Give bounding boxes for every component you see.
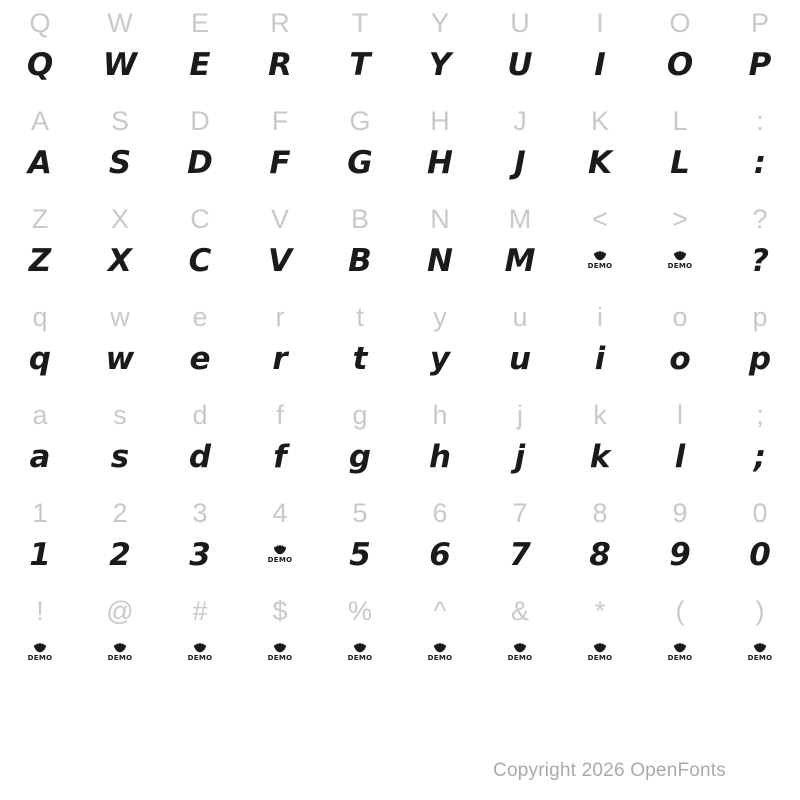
glyph-cell [80,490,160,588]
glyph-cell [480,294,560,392]
sprout-icon [507,643,533,667]
reference-glyph: J [513,106,527,136]
glyph-cell [320,196,400,294]
reference-glyph: 9 [672,498,688,528]
glyph-cell [160,392,240,490]
specimen-glyph: M [504,243,536,279]
specimen-glyph: 5 [349,537,371,573]
glyph-cell [400,588,480,686]
glyph-cell [0,490,80,588]
glyph-cell [640,196,720,294]
reference-glyph: q [32,302,48,332]
reference-glyph: y [433,302,447,332]
specimen-glyph: 9 [669,537,691,573]
demo-watermark-icon [640,236,720,286]
sprout-icon [747,643,773,667]
glyph-cell [320,490,400,588]
specimen-glyph: G [347,145,373,181]
reference-glyph: R [270,8,290,38]
specimen-glyph: Z [28,243,52,279]
reference-glyph: ! [36,596,44,626]
demo-watermark-icon [160,628,240,678]
glyph-cell [320,294,400,392]
specimen-glyph: i [594,341,606,377]
reference-glyph: w [110,302,130,332]
glyph-cell [400,490,480,588]
glyph-cell [560,0,640,98]
glyph-cell [0,294,80,392]
specimen-glyph: F [269,145,291,181]
sprout-icon [27,643,53,667]
reference-glyph: a [32,400,48,430]
reference-glyph: f [276,400,284,430]
glyph-cell [560,196,640,294]
specimen-glyph: J [514,145,526,181]
glyph-cell [160,0,240,98]
specimen-glyph: U [507,47,533,83]
glyph-cell [480,392,560,490]
glyph-cell [0,98,80,196]
glyph-cell [400,294,480,392]
specimen-glyph: j [514,439,526,475]
reference-glyph: ) [755,596,765,626]
specimen-glyph: Y [428,47,452,83]
reference-glyph: 0 [752,498,768,528]
demo-label: DEMO [187,654,213,662]
glyph-cell [160,294,240,392]
reference-glyph: B [350,204,369,234]
demo-label: DEMO [747,654,773,662]
reference-glyph: U [510,8,530,38]
reference-glyph: * [594,596,606,626]
reference-glyph: 3 [192,498,208,528]
glyph-cell [720,588,800,686]
glyph-cell [480,196,560,294]
sprout-icon [267,545,293,569]
reference-glyph: i [597,302,603,332]
specimen-glyph: K [587,145,613,181]
demo-label: DEMO [347,654,373,662]
glyph-cell [240,588,320,686]
reference-glyph: P [750,8,769,38]
glyph-cell [0,392,80,490]
reference-glyph: W [107,8,133,38]
reference-glyph: 1 [32,498,48,528]
demo-label: DEMO [587,262,613,270]
demo-watermark-icon [0,628,80,678]
glyph-cell [240,392,320,490]
demo-label: DEMO [667,654,693,662]
demo-watermark-icon [240,530,320,580]
specimen-glyph: u [508,341,532,377]
glyph-cell [80,392,160,490]
glyph-cell [560,294,640,392]
glyph-cell [720,294,800,392]
glyph-row [0,196,800,294]
glyph-cell [80,588,160,686]
glyph-cell [560,490,640,588]
glyph-cell [480,0,560,98]
specimen-glyph: k [589,439,611,475]
glyph-cell [240,0,320,98]
specimen-glyph: W [102,47,138,83]
reference-glyph: X [110,204,129,234]
glyph-cell [320,98,400,196]
reference-glyph: S [110,106,129,136]
specimen-glyph: D [187,145,213,181]
specimen-glyph: R [268,47,292,83]
reference-glyph: Y [430,8,449,38]
specimen-glyph: e [189,341,211,377]
glyph-cell [720,196,800,294]
specimen-glyph: C [188,243,212,279]
reference-glyph: 7 [512,498,528,528]
demo-watermark-icon [400,628,480,678]
specimen-glyph: N [427,243,453,279]
reference-glyph: O [669,8,691,38]
reference-glyph: G [349,106,371,136]
reference-glyph: V [270,204,289,234]
glyph-cell [640,490,720,588]
reference-glyph: 4 [272,498,288,528]
reference-glyph: s [113,400,127,430]
reference-glyph: K [590,106,609,136]
specimen-glyph: s [110,439,130,475]
demo-watermark-icon [640,628,720,678]
reference-glyph: > [672,204,688,234]
demo-label: DEMO [267,556,293,564]
sprout-icon [667,643,693,667]
glyph-cell [80,196,160,294]
sprout-icon [187,643,213,667]
specimen-glyph: o [669,341,691,377]
reference-glyph: p [752,302,768,332]
reference-glyph: u [512,302,528,332]
sprout-icon [267,643,293,667]
glyph-cell [720,98,800,196]
glyph-row [0,392,800,490]
reference-glyph: h [432,400,448,430]
glyph-cell [560,98,640,196]
specimen-glyph: V [268,243,292,279]
demo-watermark-icon [560,236,640,286]
sprout-icon [347,643,373,667]
demo-watermark-icon [480,628,560,678]
specimen-glyph: q [28,341,52,377]
specimen-glyph: ? [751,243,769,279]
sprout-icon [587,643,613,667]
glyph-cell [0,0,80,98]
reference-glyph: & [510,596,529,626]
reference-glyph: 5 [352,498,368,528]
glyph-cell [720,392,800,490]
glyph-cell [160,490,240,588]
specimen-glyph: t [352,341,368,377]
reference-glyph: # [192,596,208,626]
glyph-cell [640,392,720,490]
specimen-glyph: I [594,47,606,83]
reference-glyph: A [30,106,49,136]
glyph-cell [160,196,240,294]
specimen-glyph: X [108,243,132,279]
reference-glyph: T [351,8,369,38]
reference-glyph: Q [29,8,51,38]
reference-glyph: $ [272,596,288,626]
specimen-glyph: r [272,341,288,377]
reference-glyph: N [430,204,450,234]
demo-label: DEMO [587,654,613,662]
reference-glyph: C [190,204,210,234]
glyph-cell [240,490,320,588]
specimen-glyph: w [105,341,135,377]
demo-watermark-icon [720,628,800,678]
demo-label: DEMO [427,654,453,662]
glyph-cell [400,0,480,98]
glyph-cell [480,98,560,196]
glyph-cell [160,588,240,686]
glyph-cell [480,588,560,686]
glyph-cell [80,0,160,98]
reference-glyph: r [275,302,285,332]
specimen-glyph: a [29,439,51,475]
reference-glyph: H [430,106,450,136]
specimen-glyph: y [429,341,451,377]
specimen-glyph: 1 [29,537,51,573]
specimen-glyph: B [348,243,372,279]
reference-glyph: 8 [592,498,608,528]
sprout-icon [107,643,133,667]
demo-label: DEMO [267,654,293,662]
demo-label: DEMO [107,654,133,662]
glyph-cell [80,294,160,392]
specimen-glyph: d [188,439,212,475]
specimen-glyph: A [28,145,52,181]
reference-glyph: j [517,400,523,430]
reference-glyph: ? [752,204,768,234]
demo-label: DEMO [667,262,693,270]
glyph-cell [0,196,80,294]
specimen-glyph: l [674,439,686,475]
glyph-cell [400,196,480,294]
specimen-glyph: p [748,341,772,377]
specimen-glyph: h [428,439,452,475]
glyph-row [0,294,800,392]
glyph-cell [400,98,480,196]
glyph-row [0,98,800,196]
glyph-cell [0,588,80,686]
reference-glyph: F [271,106,289,136]
demo-watermark-icon [80,628,160,678]
glyph-cell [560,588,640,686]
reference-glyph: Z [31,204,49,234]
glyph-cell [320,392,400,490]
sprout-icon [587,251,613,275]
reference-glyph: 6 [432,498,448,528]
reference-glyph: E [190,8,209,38]
reference-glyph: ; [756,400,764,430]
reference-glyph: I [596,8,604,38]
demo-label: DEMO [27,654,53,662]
specimen-glyph: g [348,439,372,475]
reference-glyph: @ [106,596,134,626]
reference-glyph: k [593,400,607,430]
specimen-glyph: H [427,145,453,181]
glyph-cell [400,392,480,490]
specimen-glyph: O [666,47,694,83]
reference-glyph: e [192,302,208,332]
reference-glyph: d [192,400,208,430]
copyright-notice: Copyright 2026 OpenFonts [493,760,726,781]
glyph-cell [240,98,320,196]
sprout-icon [667,251,693,275]
glyph-cell [720,0,800,98]
glyph-cell [80,98,160,196]
specimen-glyph: ; [753,439,767,475]
specimen-glyph: P [748,47,772,83]
sprout-icon [427,643,453,667]
specimen-glyph: S [108,145,132,181]
demo-watermark-icon [560,628,640,678]
specimen-glyph: 6 [429,537,451,573]
glyph-cell [320,0,400,98]
glyph-cell [640,0,720,98]
reference-glyph: < [592,204,608,234]
specimen-glyph: Q [26,47,54,83]
specimen-glyph: E [189,47,211,83]
glyph-cell [640,294,720,392]
specimen-glyph: f [273,439,287,475]
reference-glyph: : [756,106,764,136]
demo-watermark-icon [320,628,400,678]
glyph-cell [560,392,640,490]
specimen-glyph: 2 [109,537,131,573]
specimen-glyph: 8 [589,537,611,573]
reference-glyph: o [672,302,688,332]
specimen-glyph: 7 [509,537,531,573]
demo-label: DEMO [507,654,533,662]
reference-glyph: L [672,106,688,136]
glyph-cell [160,98,240,196]
glyph-row [0,0,800,98]
glyph-row [0,588,800,686]
reference-glyph: D [190,106,210,136]
glyph-cell [240,196,320,294]
reference-glyph: t [356,302,364,332]
reference-glyph: % [347,596,372,626]
reference-glyph: ^ [433,596,447,626]
reference-glyph: l [677,400,683,430]
specimen-glyph: 3 [189,537,211,573]
demo-watermark-icon [240,628,320,678]
glyph-cell [720,490,800,588]
specimen-glyph: 0 [749,537,771,573]
specimen-glyph: L [670,145,690,181]
glyph-cell [480,490,560,588]
glyph-cell [640,588,720,686]
reference-glyph: ( [675,596,685,626]
specimen-glyph: T [349,47,371,83]
specimen-glyph: : [753,145,767,181]
reference-glyph: 2 [112,498,128,528]
glyph-row [0,490,800,588]
glyph-cell [640,98,720,196]
glyph-cell [320,588,400,686]
glyph-cell [240,294,320,392]
reference-glyph: g [352,400,368,430]
reference-glyph: M [508,204,532,234]
